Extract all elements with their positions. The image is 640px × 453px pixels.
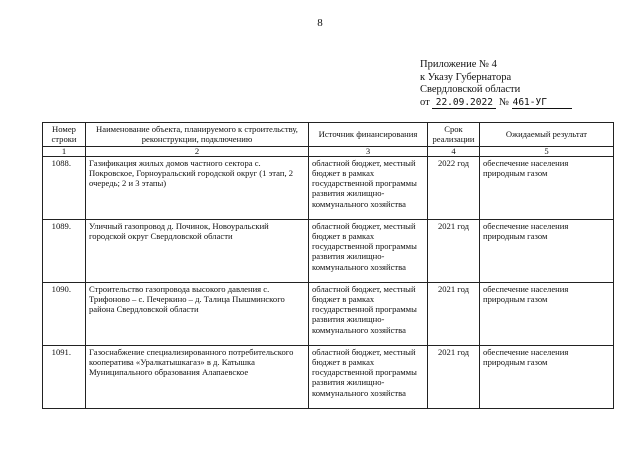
table-row: [43, 345, 614, 408]
column-index: 3: [309, 146, 428, 156]
object-name: Газификация жилых домов частного сектора с. Покровское, Горноуральский городской округ (1 этап, 2 очередь; 2 и 3 этапы): [86, 156, 309, 219]
header-object-name: Наименование объекта, планируемого к строительству, реконструкции, подключению: [86, 123, 309, 147]
objects-table: [42, 122, 614, 409]
funding-source: областной бюджет, местный бюджет в рамках государственной программы развития жилищно-коммунального хозяйства: [309, 345, 428, 408]
from-label: от: [420, 96, 430, 108]
row-number: 1089.: [43, 219, 86, 282]
term: 2021 год: [428, 282, 480, 345]
header-funding-source: Источник финансирования: [309, 123, 428, 147]
expected-result: обеспечение населения природным газом: [480, 345, 614, 408]
table-row: [43, 219, 614, 282]
decree-number: 461-УГ: [512, 98, 572, 109]
column-index: 5: [480, 146, 614, 156]
header-row-number: Номер строки: [43, 123, 86, 147]
expected-result: обеспечение населения природным газом: [480, 282, 614, 345]
appendix-date-line: [420, 97, 572, 110]
object-name: Газоснабжение специализированного потребительского кооператива «Уралкатышкагаз» в д. Катышка Муниципального образования Алапаевское: [86, 345, 309, 408]
table-row: [43, 156, 614, 219]
term: 2022 год: [428, 156, 480, 219]
header-expected-result: Ожидаемый результат: [480, 123, 614, 147]
appendix-decree: к Указу Губернатора: [420, 71, 512, 83]
header-term: Срок реализации: [428, 123, 480, 147]
column-index: 2: [86, 146, 309, 156]
table-row: [43, 282, 614, 345]
page-number: 8: [317, 17, 323, 29]
funding-source: областной бюджет, местный бюджет в рамках государственной программы развития жилищно-коммунального хозяйства: [309, 219, 428, 282]
row-number: 1090.: [43, 282, 86, 345]
appendix-title: Приложение № 4: [420, 59, 497, 70]
decree-date: 22.09.2022: [432, 98, 496, 109]
expected-result: обеспечение населения природным газом: [480, 156, 614, 219]
object-name: Уличный газопровод д. Починок, Новоуральский городской округ Свердловской области: [86, 219, 309, 282]
term: 2021 год: [428, 345, 480, 408]
column-index-row: [43, 146, 614, 156]
funding-source: областной бюджет, местный бюджет в рамках государственной программы развития жилищно-коммунального хозяйства: [309, 156, 428, 219]
expected-result: обеспечение населения природным газом: [480, 219, 614, 282]
appendix-region: Свердловской области: [420, 84, 521, 95]
column-index: 1: [43, 146, 86, 156]
column-index: 4: [428, 146, 480, 156]
funding-source: областной бюджет, местный бюджет в рамках государственной программы развития жилищно-коммунального хозяйства: [309, 282, 428, 345]
object-name: Строительство газопровода высокого давления с. Трифоново – с. Печеркино – д. Талица Пышминского района Свердловской области: [86, 282, 309, 345]
appendix-header: [420, 59, 572, 109]
table-header-row: [43, 123, 614, 147]
term: 2021 год: [428, 219, 480, 282]
row-number: 1091.: [43, 345, 86, 408]
number-label: №: [498, 96, 509, 108]
row-number: 1088.: [43, 156, 86, 219]
